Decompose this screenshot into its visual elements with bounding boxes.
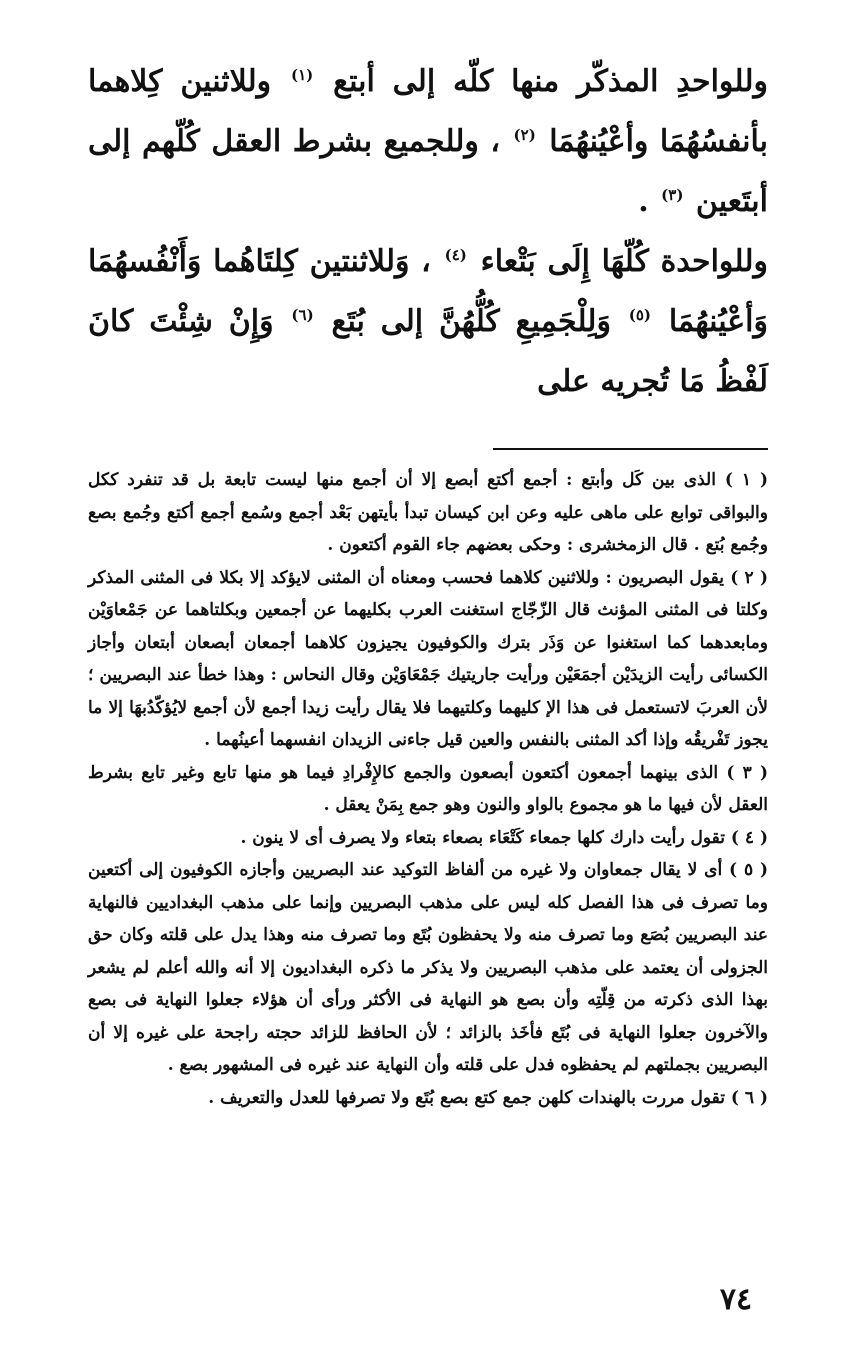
main-text [88, 52, 768, 412]
footnote-text: تقول مررت بالهندات كلهن جمع كتع بصع بُتَع ولا تصرفها للعدل والتعريف . [208, 1087, 725, 1108]
footnote-6 [88, 1082, 768, 1115]
main-text-segment: وَلِلْجَمِيعِ كُلُّهُنَّ إلى بُتَع [331, 304, 611, 339]
main-paragraph-1 [88, 52, 768, 232]
footnote-1 [88, 464, 768, 562]
footnote-ref-5: (٥) [628, 306, 652, 324]
main-paragraph-2 [88, 232, 768, 412]
footnote-3 [88, 757, 768, 822]
main-text-segment: . [638, 184, 649, 219]
footnote-number: ( ١ ) [724, 470, 769, 490]
footnote-number: ( ٦ ) [730, 1087, 768, 1108]
footnote-4 [88, 822, 768, 855]
footnote-text: يقول البصريون : وللاثنين كلاهما فحسب ومعناه أن المثنى لايؤكد إلا بكلا فى المثنى المذكر وكلتا فى المثنى المؤنث قال الزّجّاج استغنت العرب بكليهما عن أجمعين وبكلتاهما عن جَمْعاوَيْن ومابعدهما كما استغنوا عن وَذَر بترك والكوفيون يجيزون كلاهما أجمعان أبصعان أبتعان وأجاز الكسائى رأيت الزيدَيْن أجمَعَيْن ورأيت جاريتيك جَمْعَاوَيْن وقال النحاس : وهذا خطأ عند البصريين ؛ لأن العربَ لاتستعمل فى هذا الإ كليهما وكلتيهما فلا يقال رأيت زيدا أجمع لأن أجمع لايُؤكّدُبهَا إلا ما يجوز تَفْريقُه وإذا أكد المثنى بالنفس والعين قيل جاءنى الزيدان انفسهما أعينُهما . [88, 567, 768, 750]
footnote-number: ( ٢ ) [730, 567, 769, 588]
footnote-text: تقول رأيت دارك كلها جمعاء كَتْعَاء بصعاء بتعاء ولا يصرف أى لا ينون . [240, 827, 725, 848]
footnote-ref-6: (٦) [291, 306, 314, 324]
main-text-segment: ، وللجميع بشرط العقل كُلّهم إلى أبتَعين [88, 124, 768, 219]
footnote-ref-4: (٤) [444, 246, 467, 264]
main-text-segment: وَإِنْ شِئْتَ كانَ لَفْظُ مَا تُجريه على [88, 304, 768, 399]
footnote-number: ( ٣ ) [726, 762, 768, 783]
footnote-5 [88, 854, 768, 1082]
main-text-segment: وللاثنين كِلاهما بأنفسُهُمَا وأعْيُنهُمَا [88, 64, 768, 159]
main-text-segment: وللواحدِ المذكّر منها كلّه إلى أبتع [333, 64, 768, 99]
book-page [88, 52, 768, 1114]
footnote-text: الذى بين كَل وأبتع : أجمع أكتع أبصع إلا أن أجمع منها ليست تابعة بل قد تنفرد ككل والبواقى توابع على ماهى عليه وعن ابن كيسان تبدأ بأيتهن بَعْد أجمع وسُمع أجمع أكتع وجُمع بصع وجُمع بُتع . قال الزمخشرى : وحكى بعضهم جاء القوم أكتعون . [88, 470, 768, 555]
footnote-ref-1: (١) [291, 66, 314, 84]
footnote-text: أى لا يقال جمعاوان ولا غيره من ألفاظ التوكيد عند البصريين وأجازه الكوفيون إلى أكتعين وما تصرف فى هذا الفصل كله ليس على مذهب البصريين وإنما على مذهب البغداديين فالنهاية عند البصريين بُصَع وما تصرف منه ولا يحفظون بُتَع وما تصرف منه وهذا يدل على قلته وكان حق الجزولى أن يعتمد على مذهب البصريين ولا يذكر ما ذكره البغداديون إلا أنه والله أعلم لم يشعر بهذا الذى ذكرته من قِلّتِه وأن بصع هو النهاية فى الأكثر ورأى أن هؤلاء جعلوا النهاية فى بصع والآخرون جعلوا النهاية فى بُتَع فأخَذ بالزائد ؛ لأن الحافظ للزائد حجته راجحة على غيره إلا أن البصريين بجملتهم لم يحفظوه فدل على قلته وأن النهاية عند غيره فى المشهور بصع . [88, 860, 768, 1075]
footnote-ref-2: (٢) [513, 126, 536, 144]
page-number: ٧٤ [719, 1282, 753, 1317]
footnote-number: ( ٤ ) [730, 827, 768, 848]
main-text-segment: وللواحدة كُلّهَا إِلَى بَتْعاء [480, 244, 768, 279]
main-text-segment: ، وَللاثنتين كِلتَاهُما وَأَنْفُسهُمَا وَأعْيُنهُمَا [88, 244, 768, 339]
footnote-text: الذى بينهما أجمعون أكتعون أبصعون والجمع كالإِفْرادِ فيما هو منها تابع وغير تابع بشرط العقل لأن فيها ما هو مجموع بالواو والنون وهو جمع بِمَنْ يعقل . [88, 762, 768, 815]
footnote-divider [493, 448, 768, 450]
footnote-ref-3: (٣) [661, 186, 684, 204]
footnote-2 [88, 562, 768, 757]
footnote-number: ( ٥ ) [729, 860, 768, 880]
footnotes [88, 464, 768, 1114]
